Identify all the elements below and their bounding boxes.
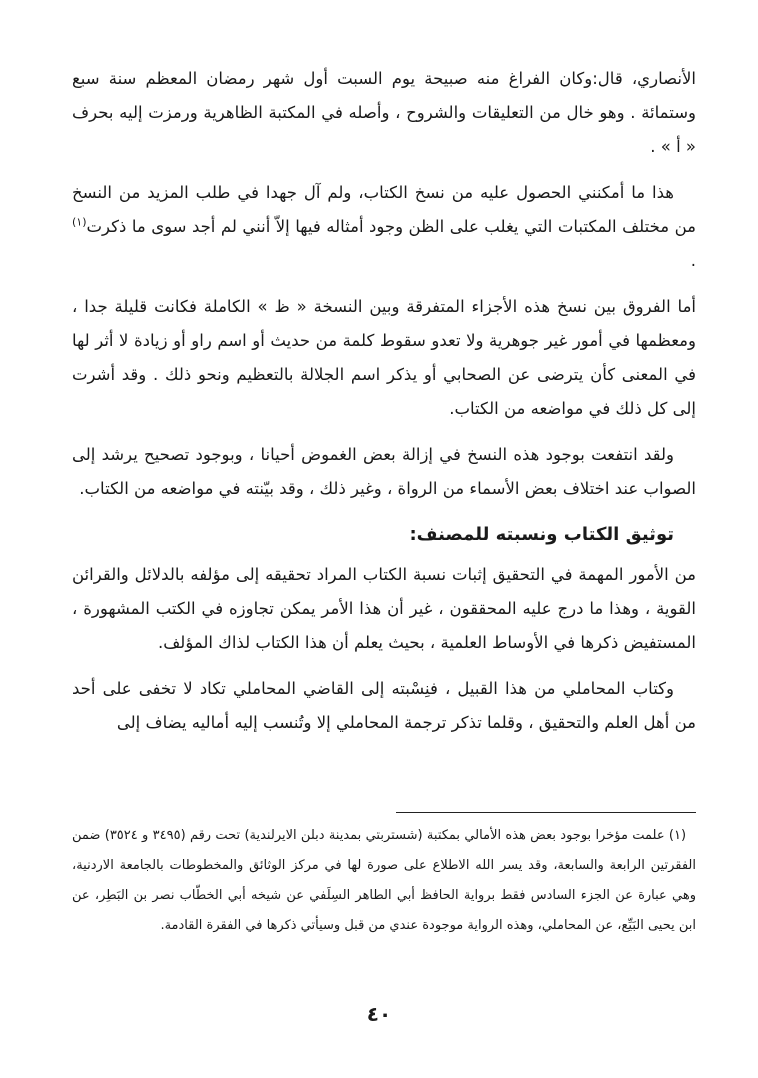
section-heading: توثيق الكتاب ونسبته للمصنف: <box>409 524 674 545</box>
paragraph-differences: أما الفروق بين نسخ هذه الأجزاء المتفرقة وبين النسخة « ظ » الكاملة فكانت قليلة جدا ، ومعظمها في أمور غير جوهرية ولا تعدو سقوط كلمة من حديث أو اسم راو أو زيادة لا أثر لها في المعنى كأن يترضى عن الصحابي أو يذكر اسم الجلالة بالتعظيم ونحو ذلك . وقد أشرت إلى كل ذلك في مواضعه من الكتاب. <box>72 297 696 418</box>
footnote-1: (١) علمت مؤخرا بوجود بعض هذه الأمالي بمكتبة (شستربتي بمدينة دبلن الايرلندية) تحت رقم (٣٤٩٥ و ٣٥٢٤) ضمن الفقرتين الرابعة والسابعة، وقد يسر الله الاطلاع على صورة لها في مركز الوثائق والمخطوطات بالجامعة الاردنية، وهي عبارة عن الجزء السادس فقط برواية الحافظ أبي الطاهر السِلَفي عن شيخه أبي الخطّاب نصر بن البَطِر، عن ابن يحيى البَيِّع، عن المحاملي، وهذه الرواية موجودة عندي من قبل وسيأتي ذكرها في الفقرة القادمة. <box>72 828 696 933</box>
main-text <box>72 62 696 752</box>
paragraph-copies-text: هذا ما أمكنني الحصول عليه من نسخ الكتاب، ولم آل جهدا في طلب المزيد من النسخ من مختلف المكتبات التي يغلب على الظن وجود أمثاله فيها إلاّ أنني لم أجد سوى ما ذكرت <box>72 183 696 236</box>
footnotes <box>72 812 696 941</box>
paragraph-copies-obtained <box>72 176 696 278</box>
paragraph-manuscript-a: الأنصاري، قال:وكان الفراغ منه صبيحة يوم السبت أول شهر رمضان المعظم سنة سبع وستمائة . وهو خال من التعليقات والشروح ، وأصله في المكتبة الظاهرية ورمزت إليه بحرف « أ » . <box>72 69 696 156</box>
paragraph-attribution: من الأمور المهمة في التحقيق إثبات نسبة الكتاب المراد تحقيقه إلى مؤلفه بالدلائل والقرائن القوية ، وهذا ما درج عليه المحققون ، غير أن هذا الأمر يمكن تجاوزه في الكتب المشهورة ، المستفيض ذكرها في الأوساط العلمية ، بحيث يعلم أن هذا الكتاب لذاك المؤلف. <box>72 565 696 652</box>
page-number: ٤٠ <box>366 1002 392 1026</box>
footnote-reference[interactable]: (١) <box>72 215 87 229</box>
paragraph-mahamili-book: وكتاب المحاملي من هذا القبيل ، فنِسْبته إلى القاضي المحاملي تكاد لا تخفى على أحد من أهل العلم والتحقيق ، وقلما تذكر ترجمة المحاملي إلا وتُنسب إليه أماليه يضاف إلى <box>72 679 696 732</box>
paragraph-copies-tail: . <box>690 251 696 270</box>
paragraph-benefit: ولقد انتفعت بوجود هذه النسخ في إزالة بعض الغموض أحيانا ، وبوجود تصحيح يرشد إلى الصواب عند اختلاف بعض الأسماء من الرواة ، وغير ذلك ، وقد بيّنته في مواضعه من الكتاب. <box>72 445 696 498</box>
footnote-divider <box>396 812 696 813</box>
